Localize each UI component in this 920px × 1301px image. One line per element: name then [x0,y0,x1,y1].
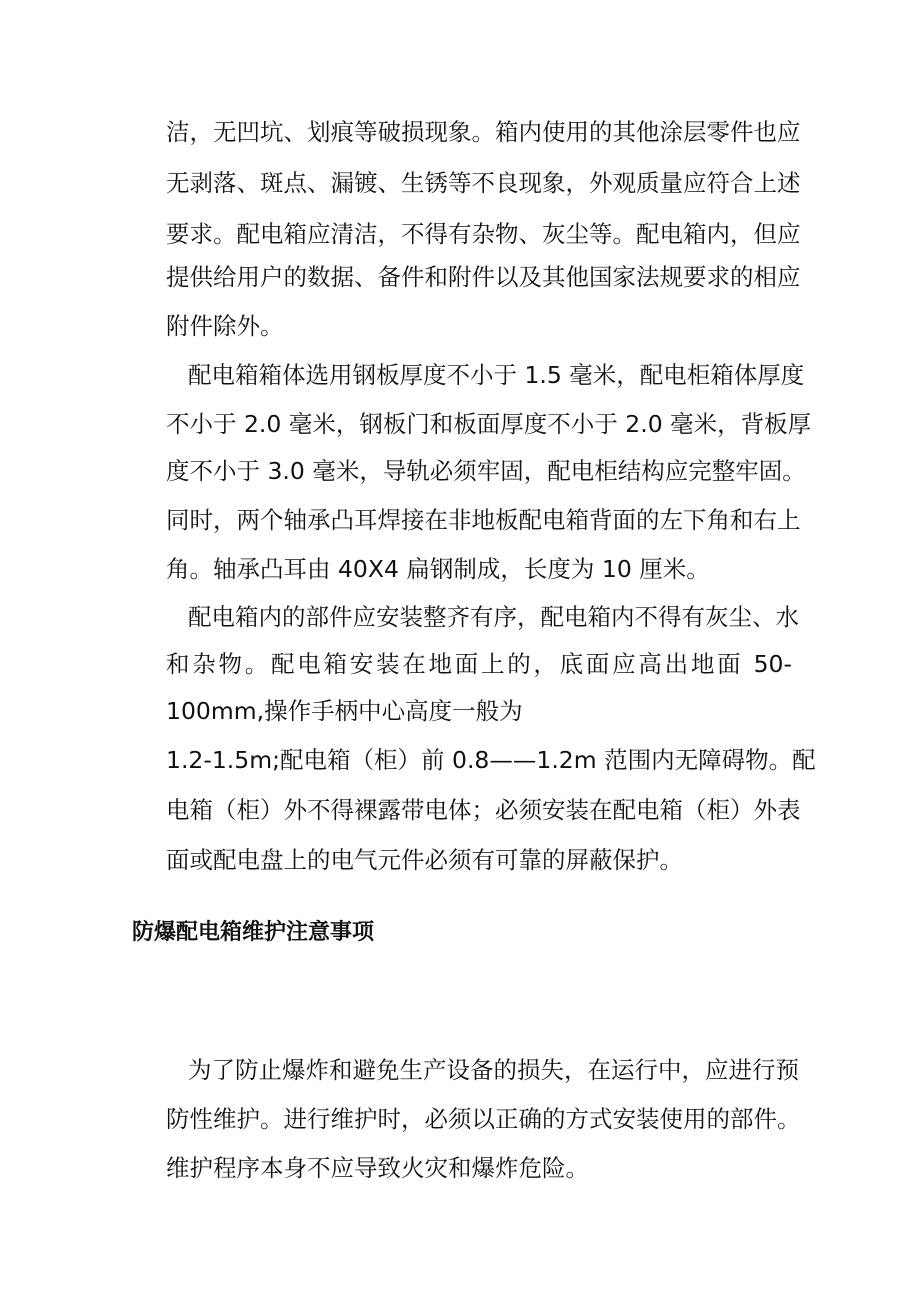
paragraph-2-line-1: 配电箱箱体选用钢板厚度不小于 1.5 毫米，配电柜箱体厚度 [188,361,805,389]
paragraph-3-line-6: 面或配电盘上的电气元件必须有可靠的屏蔽保护。 [166,846,683,874]
paragraph-2-line-4: 同时，两个轴承凸耳焊接在非地板配电箱背面的左下角和右上 [166,506,801,534]
paragraph-1-line-5: 附件除外。 [166,312,284,340]
paragraph-1-line-3: 要求。配电箱应清洁，不得有杂物、灰尘等。配电箱内，但应 [166,220,801,248]
paragraph-3-line-3: 100mm,操作手柄中心高度一般为 [166,697,523,725]
paragraph-2-line-3: 度不小于 3.0 毫米，导轨必须牢固，配电柜结构应完整牢固。 [166,457,806,485]
section-paragraph-line-2: 防性维护。进行维护时，必须以正确的方式安装使用的部件。 [166,1105,801,1133]
paragraph-1-line-2: 无剥落、斑点、漏镀、生锈等不良现象，外观质量应符合上述 [166,169,801,197]
section-paragraph-line-3: 维护程序本身不应导致火灾和爆炸危险。 [166,1154,589,1182]
paragraph-3-line-5: 电箱（柜）外不得裸露带电体；必须安装在配电箱（柜）外表 [166,796,801,824]
section-heading: 防爆配电箱维护注意事项 [132,920,375,945]
paragraph-3-line-2: 和杂物。配电箱安装在地面上的，底面应高出地面 50- [166,650,792,678]
section-paragraph-line-1: 为了防止爆炸和避免生产设备的损失，在运行中，应进行预 [188,1056,799,1084]
paragraph-3-line-4: 1.2-1.5m;配电箱（柜）前 0.8——1.2m 范围内无障碍物。配 [166,746,816,774]
paragraph-1-line-1: 洁，无凹坑、划痕等破损现象。箱内使用的其他涂层零件也应 [166,118,801,146]
paragraph-3-line-1: 配电箱内的部件应安装整齐有序，配电箱内不得有灰尘、水 [188,603,799,631]
paragraph-2-line-5: 角。轴承凸耳由 40X4 扁钢制成，长度为 10 厘米。 [166,555,710,583]
paragraph-1-line-4: 提供给用户的数据、备件和附件以及其他国家法规要求的相应 [166,263,801,291]
paragraph-2-line-2: 不小于 2.0 毫米，钢板门和板面厚度不小于 2.0 毫米，背板厚 [166,410,812,438]
